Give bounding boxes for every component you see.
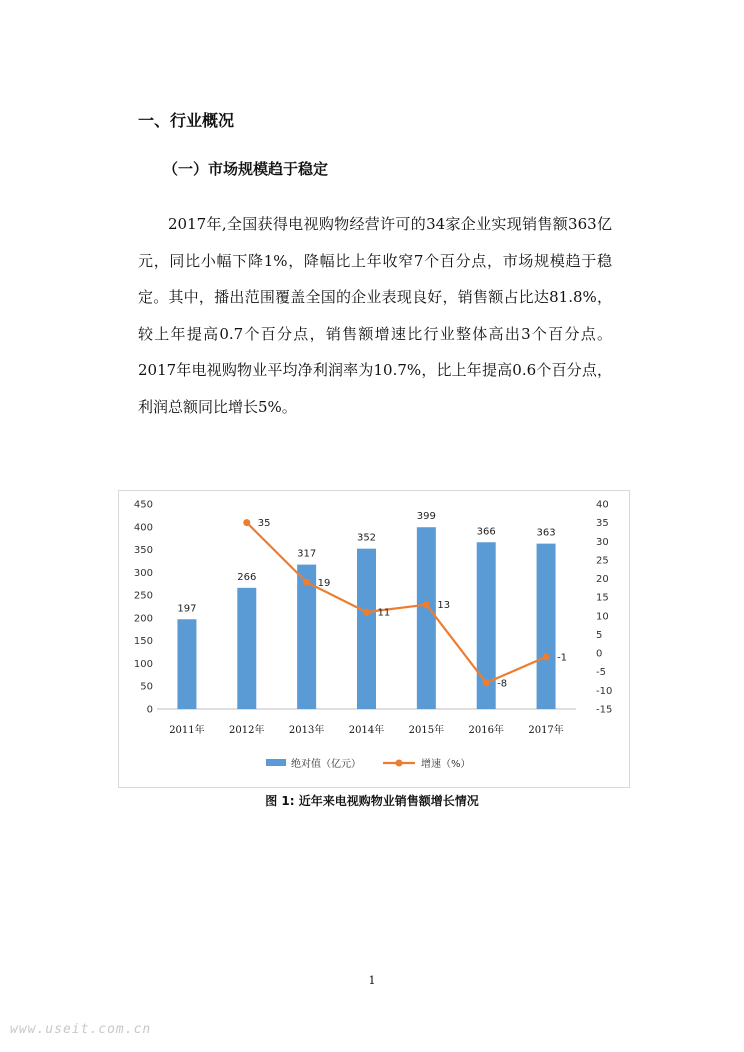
legend-bar-swatch [266, 759, 286, 766]
growth-point [303, 579, 310, 586]
y-left-tick-label: 450 [133, 499, 153, 511]
legend-line-marker [396, 760, 403, 767]
y-left-tick-label: 100 [133, 658, 153, 670]
subsection-heading: （一）市场规模趋于稳定 [163, 160, 329, 178]
y-right-tick-label: 30 [596, 536, 609, 548]
y-left-tick-label: 350 [133, 545, 153, 557]
y-right-tick-label: -10 [596, 685, 613, 697]
bar [417, 527, 436, 709]
y-right-tick-label: -5 [596, 667, 606, 679]
bar [537, 544, 556, 709]
bar-value-label: 352 [356, 532, 377, 544]
y-left-tick-label: 250 [133, 590, 153, 602]
y-right-tick-label: 25 [596, 555, 609, 567]
growth-value-label: 11 [377, 607, 391, 619]
x-category-label: 2012年 [229, 725, 265, 736]
growth-line [247, 523, 546, 683]
bar-value-label: 317 [297, 548, 317, 560]
x-category-label: 2017年 [528, 725, 564, 736]
chart-canvas [119, 491, 629, 787]
y-right-tick-label: -15 [596, 704, 613, 716]
growth-point [483, 679, 490, 686]
y-right-tick-label: 0 [596, 648, 603, 660]
bar [357, 549, 376, 709]
x-category-label: 2015年 [408, 725, 445, 736]
growth-value-label: 19 [317, 577, 331, 589]
y-left-tick-label: 300 [133, 567, 153, 579]
x-category-label: 2016年 [468, 725, 504, 736]
y-right-tick-label: 35 [596, 518, 609, 530]
bar [177, 619, 196, 709]
bar [237, 588, 256, 709]
growth-point [243, 519, 250, 526]
y-left-tick-label: 200 [133, 613, 153, 625]
growth-point [543, 653, 550, 660]
growth-point [423, 601, 430, 608]
growth-value-label: 13 [437, 600, 451, 612]
bar-value-label: 197 [177, 603, 197, 615]
growth-value-label: -1 [557, 652, 568, 664]
y-right-tick-label: 20 [596, 574, 609, 586]
section-heading: 一、行业概况 [138, 111, 235, 130]
bar-value-label: 366 [476, 526, 496, 538]
y-right-tick-label: 10 [596, 611, 609, 623]
page-number: 1 [368, 974, 376, 987]
y-right-tick-label: 5 [596, 629, 603, 641]
growth-value-label: 35 [257, 518, 271, 530]
bar-value-label: 363 [536, 527, 556, 539]
watermark: www.useit.com.cn [10, 1022, 152, 1037]
y-left-tick-label: 50 [140, 681, 153, 693]
body-paragraph: 2017年,全国获得电视购物经营许可的34家企业实现销售额363亿元，同比小幅下降1%，降幅比上年收窄7个百分点，市场规模趋于稳定。其中，播出范围覆盖全国的企业表现良好，销售额占比达81.8%，较上年提高0.7个百分点，销售额增速比行业整体高出3个百分点。2017年电视购物业平均净利润率为10.7%，比上年提高0.6个百分点，利润总额同比增长5%。 [138, 215, 612, 416]
y-right-tick-label: 40 [596, 499, 609, 511]
x-category-label: 2011年 [169, 725, 205, 736]
growth-point [363, 609, 370, 616]
y-left-tick-label: 400 [133, 522, 153, 534]
y-left-tick-label: 0 [146, 704, 153, 716]
bar-value-label: 266 [237, 571, 257, 583]
growth-value-label: -8 [497, 678, 508, 690]
figure-caption: 图 1: 近年来电视购物业销售额增长情况 [265, 794, 479, 808]
bar-value-label: 399 [416, 511, 436, 523]
legend-bar-label: 绝对值（亿元） [291, 759, 361, 770]
sales-chart [118, 490, 630, 788]
x-category-label: 2013年 [288, 725, 325, 736]
x-category-label: 2014年 [348, 725, 385, 736]
legend-line-label: 增速（%） [421, 759, 471, 770]
y-right-tick-label: 15 [596, 592, 609, 604]
y-left-tick-label: 150 [133, 636, 153, 648]
